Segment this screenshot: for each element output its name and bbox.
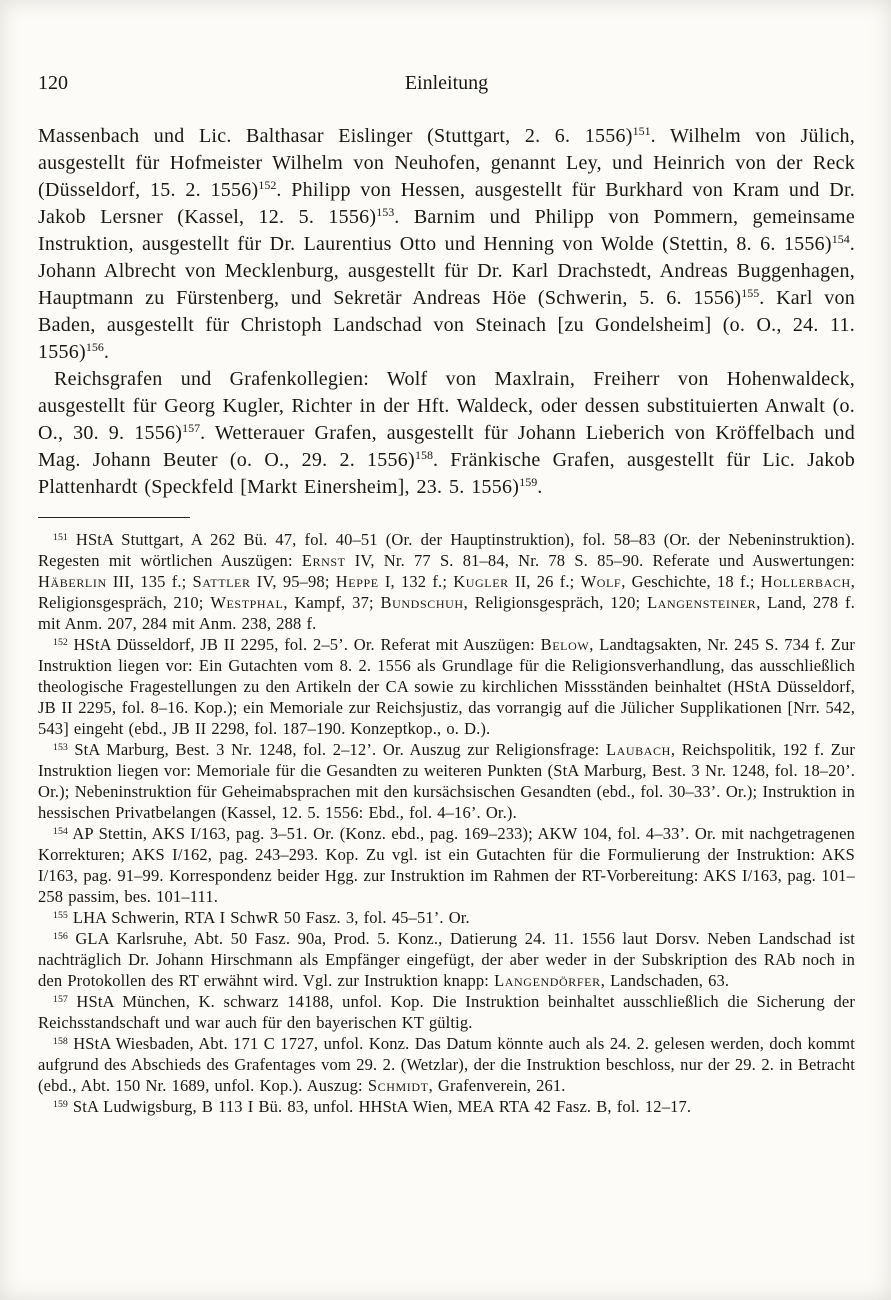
footnote-157: $^{157}$ HStA München, K. schwarz 14188, unfol. Kop. Die Instruktion beinhaltet ausschließlich die Sicherung der Reichsstandschaft und war auch für den bayerischen KT gültig. xyxy=(38,992,855,1032)
footnote-154: $^{154}$ AP Stettin, AKS I/163, pag. 3–51. Or. (Konz. ebd., pag. 169–233); AKW 104, fol. 4–33’. Or. mit nachgetragenen Korrekturen; AKS I/162, pag. 243–293. Kop. Zu vgl. ist ein Gutachten für die Formulierung der Instruktion: AKS I/163, pag. 91–99. Korrespondenz beider Hgg. zur Instruktion im Rahmen der RT-Vorbereitung: AKS I/163, pag. 101–258 passim, bes. 101–111. xyxy=(38,824,855,906)
footnote-ref: 156 xyxy=(53,930,68,942)
smallcaps-author-name: Below xyxy=(540,635,590,654)
main-text-block xyxy=(38,123,855,501)
smallcaps-author-name: Wolf xyxy=(580,572,622,591)
page-header xyxy=(38,70,855,97)
footnote-ref: 152 xyxy=(53,636,68,648)
footnote-153: $^{153}$ StA Marburg, Best. 3 Nr. 1248, fol. 2–12’. Or. Auszug zur Religionsfrage: Laubach, Reichspolitik, 192 f. Zur Instruktion liegen vor: Memoriale für die Gesandten zu weiteren Punkten (StA Marburg, Best. 3 Nr. 1248, fol. 18–20’. Or.); Nebeninstruktion für Geheimabsprachen mit den kursächsischen Gesandten (ebd., fol. 30–33’. Or.); Instruktion in hessischen Privatbelangen (Kassel, 12. 5. 1556: Ebd., fol. 4–16’. Or.). xyxy=(38,740,855,822)
footnote-ref: 157 xyxy=(53,993,68,1005)
footnote-ref: 158 xyxy=(53,1035,68,1047)
footnote-ref: 159 xyxy=(519,475,538,490)
smallcaps-author-name: Kugler xyxy=(453,572,509,591)
smallcaps-author-name: Westphal xyxy=(210,593,284,612)
footnote-ref: 156 xyxy=(85,340,104,355)
page-number: 120 xyxy=(38,72,68,94)
smallcaps-author-name: Schmidt xyxy=(367,1076,429,1095)
footnote-ref: 154 xyxy=(53,825,68,837)
smallcaps-author-name: Langensteiner xyxy=(647,593,757,612)
footnote-ref: 152 xyxy=(258,178,277,193)
smallcaps-author-name: Bundschuh xyxy=(380,593,464,612)
footnote-ref: 158 xyxy=(414,448,433,463)
footnote-159: $^{159}$ StA Ludwigsburg, B 113 I Bü. 83, unfol. HHStA Wien, MEA RTA 42 Fasz. B, fol. 12–17. xyxy=(53,1097,692,1116)
footnote-155: $^{155}$ LHA Schwerin, RTA I SchwR 50 Fasz. 3, fol. 45–51’. Or. xyxy=(53,908,470,927)
smallcaps-author-name: Sattler xyxy=(192,572,251,591)
footnote-ref: 153 xyxy=(53,741,68,753)
footnote-151: $^{151}$ HStA Stuttgart, A 262 Bü. 47, fol. 40–51 (Or. der Hauptinstruktion), fol. 58–83 (Or. der Nebeninstruktion). Regesten mit wörtlichen Auszügen: Ernst IV, Nr. 77 S. 81–84, Nr. 78 S. 85–90. Referate und Auswertungen: Häberlin III, 135 f.; Sattler IV, 95–98; Heppe I, 132 f.; Kugler II, 26 f.; Wolf, Geschichte, 18 f.; Hollerbach, Religionsgespräch, 210; Westphal, Kampf, 37; Bundschuh, Religionsgespräch, 120; Langensteiner, Land, 278 f. mit Anm. 207, 284 mit Anm. 238, 288 f. xyxy=(38,530,855,633)
smallcaps-author-name: Heppe xyxy=(335,572,379,591)
footnote-152: $^{152}$ HStA Düsseldorf, JB II 2295, fol. 2–5’. Or. Referat mit Auszügen: Below, Landtagsakten, Nr. 245 S. 734 f. Zur Instruktion liegen vor: Ein Gutachten vom 8. 2. 1556 als Grundlage für die Religionsverhandlung, das ausschließlich theologische Fragestellungen zu den Artikeln der CA sowie zu kirchlichen Missständen beinhaltet (HStA Düsseldorf, JB II 2295, fol. 8–16. Kop.); ein Memoriale zur Reichsjustiz, das vorrangig auf die Jülicher Supplikationen [Nrr. 542, 543] eingeht (ebd., JB II 2298, fol. 187–190. Konzeptkop., o. D.). xyxy=(38,635,856,738)
running-title: Einleitung xyxy=(404,72,489,94)
smallcaps-author-name: Laubach xyxy=(605,740,671,759)
smallcaps-author-name: Hollerbach xyxy=(760,572,851,591)
footnote-ref: 154 xyxy=(831,232,850,247)
footnote-ref: 157 xyxy=(182,421,201,436)
smallcaps-author-name: Ernst xyxy=(301,551,346,570)
footnote-ref: 151 xyxy=(632,124,651,139)
footnotes-section xyxy=(38,529,855,1117)
footnote-156: $^{156}$ GLA Karlsruhe, Abt. 50 Fasz. 90a, Prod. 5. Konz., Datierung 24. 11. 1556 laut Dorsv. Neben Landschad ist nachträglich Dr. Johann Hirschmann als Empfänger eingefügt, der aber weder in der Subskription des RAb noch in den Protokollen des RT erwähnt wird. Vgl. zur Instruktion knapp: Langendörfer, Landschaden, 63. xyxy=(38,929,855,990)
footnote-ref: 155 xyxy=(53,909,68,921)
footnote-ref: 151 xyxy=(53,531,68,543)
footnote-separator xyxy=(38,517,190,518)
footnote-ref: 159 xyxy=(53,1098,68,1110)
footnote-158: $^{158}$ HStA Wiesbaden, Abt. 171 C 1727, unfol. Konz. Das Datum könnte auch als 24. 2. gelesen werden, doch kommt aufgrund des Abschieds des Grafentages vom 29. 2. (Wetzlar), der die Instruktion beschloss, nur der 29. 2. in Betracht (ebd., Abt. 150 Nr. 1689, unfol. Kop.). Auszug: Schmidt, Grafenverein, 261. xyxy=(38,1034,855,1095)
body-paragraph: Reichsgrafen und Grafenkollegien: Wolf von Maxlrain, Freiherr von Hohenwaldeck, ausgestellt für Georg Kugler, Richter in der Hft. Waldeck, oder dessen substituierten Anwalt (o. O., 30. 9. 1556)$^{157}$. Wetterauer Grafen, ausgestellt für Johann Lieberich von Kröffelbach und Mag. Johann Beuter (o. O., 29. 2. 1556)$^{158}$. Fränkische Grafen, ausgestellt für Lic. Jakob Plattenhardt (Speckfeld [Markt Einersheim], 23. 5. 1556)$^{159}$. xyxy=(38,368,855,498)
footnote-ref: 155 xyxy=(741,286,760,301)
smallcaps-author-name: Häberlin xyxy=(38,572,107,591)
body-paragraph: Massenbach und Lic. Balthasar Eislinger (Stuttgart, 2. 6. 1556)$^{151}$. Wilhelm von Jülich, ausgestellt für Hofmeister Wilhelm von Neuhofen, genannt Ley, und Heinrich von der Reck (Düsseldorf, 15. 2. 1556)$^{152}$. Philipp von Hessen, ausgestellt für Burkhard von Kram und Dr. Jakob Lersner (Kassel, 12. 5. 1556)$^{153}$. Barnim und Philipp von Pommern, gemeinsame Instruktion, ausgestellt für Dr. Laurentius Otto und Henning von Wolde (Stettin, 8. 6. 1556)$^{154}$. Johann Albrecht von Mecklenburg, ausgestellt für Dr. Karl Drachstedt, Andreas Buggenhagen, Hauptmann zu Fürstenberg, und Sekretär Andreas Höe (Schwerin, 5. 6. 1556)$^{155}$. Karl von Baden, ausgestellt für Christoph Landschad von Steinach [zu Gondelsheim] (o. O., 24. 11. 1556)$^{156}$. xyxy=(38,124,856,363)
smallcaps-author-name: Langendörfer xyxy=(494,971,601,990)
footnote-ref: 153 xyxy=(376,205,395,220)
